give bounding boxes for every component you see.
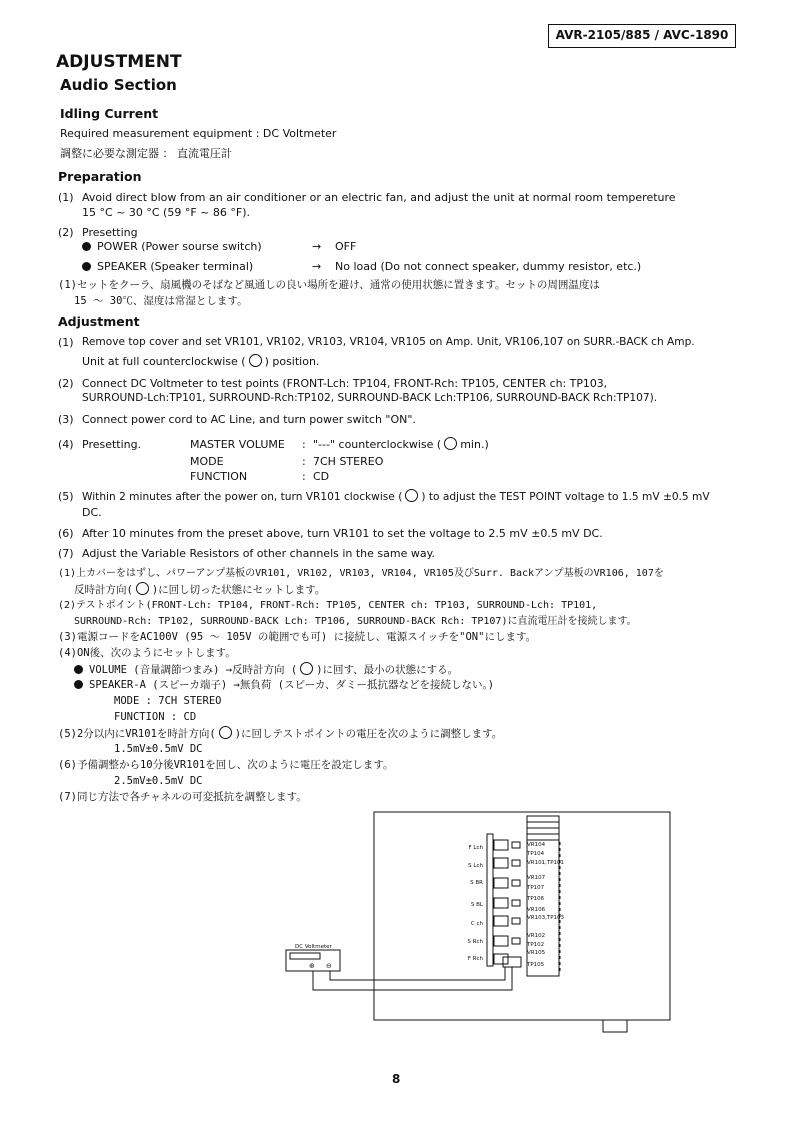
prep-jp-line1: (1)セットをクーラ、扇風機のそばなど風通しの良い場所を避け、通常の使用状態に置きます。セットの周囲温度は — [58, 279, 600, 291]
mode-value: 7CH STEREO — [313, 455, 384, 468]
jp-4: (4)ON後、次のようにセットします。 — [58, 647, 236, 659]
function-value: CD — [313, 470, 330, 483]
channel-label: S BR — [470, 880, 483, 886]
jp-3: (3)電源コードをAC100V (95 ～ 105V の範囲でも可) に接続し、電源スイッチを"ON"にします。 — [58, 631, 537, 643]
point-label: TP105 — [527, 962, 545, 968]
prep-1-line2: 15 °C ~ 30 °C (59 °F ~ 86 °F). — [82, 206, 250, 219]
adj-6-num: (6) — [58, 527, 74, 540]
jp-4-function: FUNCTION : CD — [114, 711, 197, 723]
adj-1-line1: Remove top cover and set VR101, VR102, VR103, VR104, VR105 on Amp. Unit, VR106,107 on SURR.-BACK ch Amp. — [82, 336, 695, 348]
jp-6-value: 2.5mV±0.5mV DC — [114, 775, 203, 787]
channel-label: F Lch — [468, 845, 483, 851]
point-label: VR101,TP101 — [527, 860, 565, 866]
adj-1-line2: Unit at full counterclockwise ( ) position. — [82, 355, 320, 368]
jp-2-line2: SURROUND-Rch: TP102, SURROUND-BACK Lch: TP106, SURROUND-BACK Rch: TP107)に直流電圧計を接続します。 — [74, 616, 637, 627]
prep-2-num: (2) — [58, 226, 74, 239]
equipment-jp: 調整に必要な測定器 ： 直流電圧計 — [60, 147, 232, 160]
probe-wire-plus — [313, 967, 512, 990]
point-label: TP106 — [527, 896, 545, 902]
heatsink — [487, 834, 493, 966]
equipment-en: Required measurement equipment : DC Voltmeter — [60, 127, 337, 140]
point-label: TP102 — [527, 942, 545, 948]
function-label: FUNCTION — [190, 470, 248, 483]
jp-1-line1: (1)上カバーをはずし、パワーアンプ基板のVR101, VR102, VR103, VR104, VR105及びSurr. Backアンプ基板のVR106, 107を — [58, 568, 664, 579]
adj-2-line1: Connect DC Voltmeter to test points (FRONT-Lch: TP104, FRONT-Rch: TP105, CENTER ch: TP103, — [82, 377, 608, 390]
point-label: TP107 — [527, 885, 545, 891]
mode-colon: : — [302, 455, 306, 468]
test-terminal — [503, 957, 521, 967]
preparation-heading: Preparation — [58, 169, 142, 184]
adj-3-line1: Connect power cord to AC Line, and turn power switch "ON". — [82, 413, 416, 426]
adj-4-num: (4) — [58, 438, 74, 451]
jp-6: (6)予備調整から10分後VR101を回し、次のように電圧を設定します。 — [58, 759, 394, 771]
section-title: Audio Section — [60, 76, 177, 94]
point-label: VR103,TP103 — [527, 915, 565, 921]
mode-label: MODE — [190, 455, 224, 468]
channel-label: S BL — [470, 902, 483, 908]
prep-1-line1: Avoid direct blow from an air conditioner or an electric fan, and adjust the unit at normal room tempereture — [82, 191, 676, 204]
adj-2-line2: SURROUND-Lch:TP101, SURROUND-Rch:TP102, SURROUND-BACK Lch:TP106, SURROUND-BACK Rch:TP107). — [82, 392, 658, 404]
adjustment-heading: Adjustment — [58, 314, 140, 329]
jp-4-speaker: SPEAKER-A (スピーカ端子) →無負荷 (スピーカ、ダミー抵抗器などを接続しない。) — [74, 678, 494, 693]
page-number: 8 — [392, 1072, 401, 1086]
plus-terminal-icon: ⊕ — [309, 962, 315, 970]
unit-chassis — [374, 812, 670, 1020]
adj-5-line1: Within 2 minutes after the power on, turn VR101 clockwise ( ) to adjust the TEST POINT voltage to 1.5 mV ±0.5 mV — [82, 491, 710, 503]
point-label: VR106 — [527, 907, 546, 913]
prep-jp-line2: 15 ～ 30℃、湿度は常湿とします。 — [74, 295, 248, 307]
function-colon: : — [302, 470, 306, 483]
adj-6-line1: After 10 minutes from the preset above, turn VR101 to set the voltage to 2.5 mV ±0.5 mV DC. — [82, 527, 603, 540]
point-label: VR107 — [527, 875, 546, 881]
jp-4-mode: MODE : 7CH STEREO — [114, 695, 222, 707]
voltmeter-label: DC Voltmeter — [295, 944, 332, 950]
power-arrow: → — [312, 240, 322, 253]
point-label: TP104 — [527, 851, 545, 857]
page-title: ADJUSTMENT — [56, 52, 182, 72]
jp-7: (7)同じ方法で各チャネルの可変抵抗を調整します。 — [58, 791, 307, 803]
channel-label: S Rch — [467, 939, 483, 945]
channel-label: S Lch — [468, 863, 483, 869]
jp-5-value: 1.5mV±0.5mV DC — [114, 743, 203, 755]
jp-1-line2: 反時計方向( )に回し切った状態にセットします。 — [74, 584, 326, 596]
adj-5-num: (5) — [58, 490, 74, 503]
adj-7-num: (7) — [58, 547, 74, 560]
prep-1-num: (1) — [58, 191, 74, 204]
power-value: OFF — [335, 240, 357, 253]
jp-5: (5)2分以内にVR101を時計方向( )に回しテストポイントの電圧を次のように調整します。 — [58, 728, 503, 740]
channel-label: C ch — [470, 921, 483, 927]
idling-heading: Idling Current — [60, 106, 159, 121]
adj-5-line2: DC. — [82, 506, 102, 519]
point-label: VR104 — [527, 842, 546, 848]
adj-1-num: (1) — [58, 336, 74, 349]
adj-4-head: Presetting. — [82, 438, 142, 451]
jp-2-line1: (2)テストポイント(FRONT-Lch: TP104, FRONT-Rch: TP105, CENTER ch: TP103, SURROUND-Lch: TP101, — [58, 600, 598, 611]
jp-4-volume: VOLUME (音量調節つまみ) →反時計方向 ( )に回す、最小の状態にする。 — [74, 662, 458, 678]
point-label: VR105 — [527, 950, 546, 956]
minus-terminal-icon: ⊖ — [326, 962, 332, 970]
master-volume-value: "---" counterclockwise ( min.) — [313, 438, 489, 451]
master-volume-colon: : — [302, 438, 306, 451]
channel-label: F Rch — [467, 956, 483, 962]
probe-wire-minus — [330, 967, 505, 980]
master-volume-label: MASTER VOLUME — [190, 438, 285, 451]
power-item: POWER (Power sourse switch) — [82, 239, 262, 254]
adj-3-num: (3) — [58, 413, 74, 426]
speaker-arrow: → — [312, 260, 322, 273]
unit-foot — [603, 1020, 627, 1032]
model-number-box: AVR-2105/885 / AVC-1890 — [548, 24, 736, 48]
prep-2-head: Presetting — [82, 226, 138, 239]
adj-7-line1: Adjust the Variable Resistors of other channels in the same way. — [82, 547, 436, 560]
adj-2-num: (2) — [58, 377, 74, 390]
speaker-value: No load (Do not connect speaker, dummy resistor, etc.) — [335, 260, 642, 273]
speaker-item: SPEAKER (Speaker terminal) — [82, 259, 253, 274]
point-label: VR102 — [527, 933, 546, 939]
